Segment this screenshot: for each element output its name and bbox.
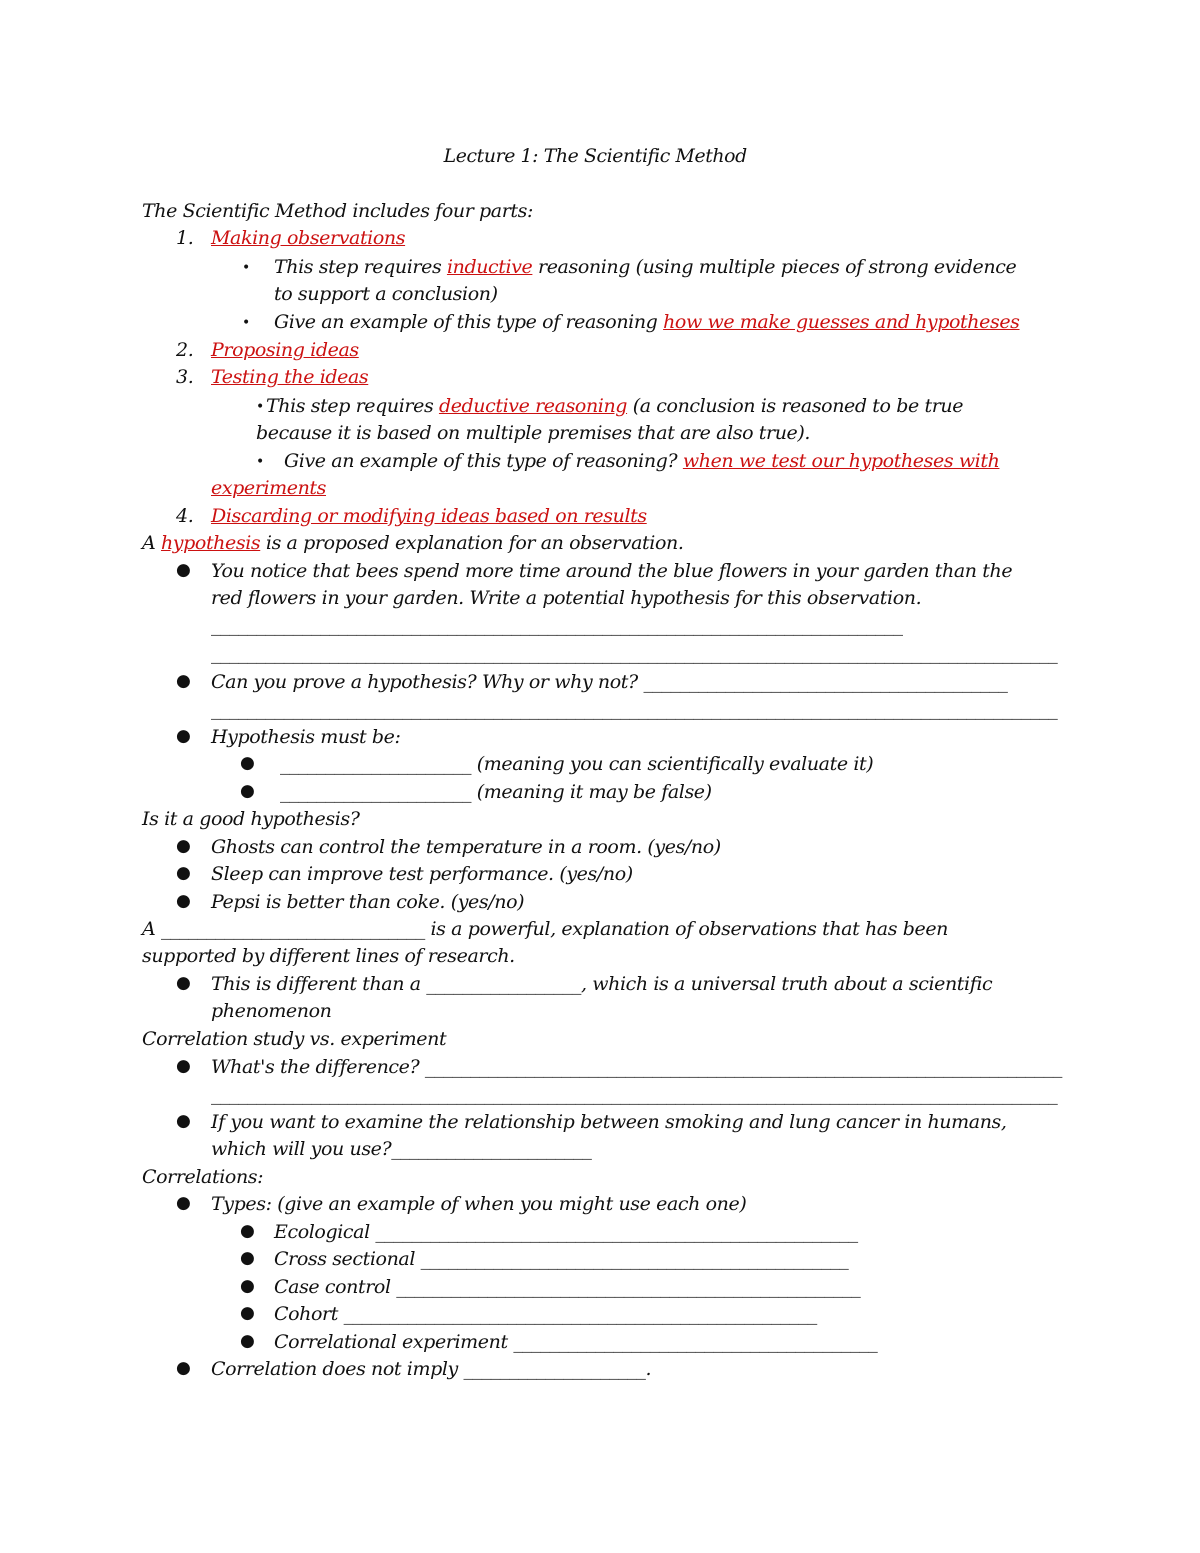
step-1-number: 1. — [176, 227, 194, 249]
step-3-number: 3. — [176, 366, 194, 388]
hypothesis-definition — [142, 530, 684, 556]
example-sleep: Sleep can improve test performance. (yes/no) — [211, 863, 633, 885]
correlation-heading: Correlation study vs. experiment — [142, 1028, 447, 1050]
deductive-line — [266, 393, 963, 419]
step-3-label: Testing the ideas — [211, 366, 369, 388]
hypothesis-post: is a proposed explanation for an observation. — [260, 532, 684, 554]
deductive-pre: This step requires — [266, 395, 439, 417]
bullet-dot: ● — [176, 671, 191, 691]
answer-blank: _____________________________________________________________________________________________ — [211, 698, 1058, 720]
type-ecological: Ecological _____________________________________________________ — [274, 1221, 858, 1243]
bullet-dot: ● — [176, 863, 191, 883]
answer-blank: _____________________________________________________________________________________________ — [211, 1083, 1058, 1105]
must-be-heading: Hypothesis must be: — [211, 726, 401, 748]
bullet-dot: ● — [240, 1331, 255, 1351]
hypothesis-a: A — [142, 532, 161, 554]
bullet-dot: ● — [176, 1111, 191, 1131]
bullet-dot: ● — [176, 973, 191, 993]
bullet-dot: • — [242, 315, 250, 331]
step-4-label: Discarding or modifying ideas based on results — [211, 505, 647, 527]
bullet-dot: ● — [176, 836, 191, 856]
law-line-2: phenomenon — [211, 1000, 332, 1022]
inductive-line — [274, 254, 1016, 280]
inductive-pre: This step requires — [274, 256, 447, 278]
page-title: Lecture 1: The Scientific Method — [443, 145, 747, 167]
deductive-term: deductive reasoning — [438, 395, 628, 417]
must-be-testable: _____________________ (meaning you can scientifically evaluate it) — [280, 753, 874, 775]
deductive-example-line — [284, 448, 999, 474]
deductive-example-answer: when we test our hypotheses with — [682, 450, 1000, 472]
smoking-question-line-1: If you want to examine the relationship between smoking and lung cancer in humans, — [211, 1111, 1007, 1133]
step-4-number: 4. — [176, 505, 194, 527]
deductive-example-continuation: experiments — [211, 477, 327, 499]
bullet-dot: ● — [240, 753, 255, 773]
bullet-dot: ● — [240, 781, 255, 801]
correlations-heading: Correlations: — [142, 1166, 264, 1188]
bullet-dot: ● — [240, 1221, 255, 1241]
bullet-dot: ● — [176, 1358, 191, 1378]
example-ghosts: Ghosts can control the temperature in a room. (yes/no) — [211, 836, 721, 858]
bullet-dot: ● — [240, 1248, 255, 1268]
types-heading: Types: (give an example of when you might use each one) — [211, 1193, 747, 1215]
bullet-dot: ● — [240, 1303, 255, 1323]
inductive-term: inductive — [446, 256, 533, 278]
bullet-dot: ● — [176, 1193, 191, 1213]
bees-question-line-2: red flowers in your garden. Write a potential hypothesis for this observation. — [211, 587, 922, 609]
difference-question: What's the difference? ______________________________________________________________________ — [211, 1056, 1062, 1078]
bullet-dot: • — [242, 260, 250, 276]
bullet-dot: ● — [176, 560, 191, 580]
theory-line-1: A _____________________________ is a powerful, explanation of observations that has been — [142, 918, 949, 940]
answer-blank: ____________________________________________________________________________ — [211, 614, 903, 636]
correlation-implication: Correlation does not imply ____________________. — [211, 1358, 652, 1380]
type-case-control: Case control ___________________________________________________ — [274, 1276, 861, 1298]
good-hypothesis-heading: Is it a good hypothesis? — [142, 808, 360, 830]
inductive-example-line — [274, 309, 1020, 335]
step-2-number: 2. — [176, 339, 194, 361]
theory-line-2: supported by different lines of research. — [142, 945, 515, 967]
bullet-dot: • — [256, 399, 264, 415]
answer-blank: _____________________________________________________________________________________________ — [211, 642, 1058, 664]
intro-text: The Scientific Method includes four parts: — [142, 200, 533, 222]
law-line-1: This is different than a _________________, which is a universal truth about a scientific — [211, 973, 993, 995]
bullet-dot: ● — [240, 1276, 255, 1296]
inductive-example-pre: Give an example of this type of reasoning — [274, 311, 664, 333]
bullet-dot: ● — [176, 891, 191, 911]
bullet-dot: • — [256, 454, 264, 470]
hypothesis-term: hypothesis — [160, 532, 261, 554]
deductive-example-pre: Give an example of this type of reasoning? — [284, 450, 683, 472]
bullet-dot: ● — [176, 1056, 191, 1076]
smoking-question-line-2: which will you use?______________________ — [211, 1138, 592, 1160]
prove-question: Can you prove a hypothesis? Why or why not? ________________________________________ — [211, 671, 1008, 693]
step-2-label: Proposing ideas — [211, 339, 359, 361]
inductive-continuation: to support a conclusion) — [274, 283, 498, 305]
example-pepsi: Pepsi is better than coke. (yes/no) — [211, 891, 525, 913]
type-cohort: Cohort ____________________________________________________ — [274, 1303, 817, 1325]
bees-question-line-1: You notice that bees spend more time around the blue flowers in your garden than the — [211, 560, 1013, 582]
type-correlational-experiment: Correlational experiment ________________________________________ — [274, 1331, 878, 1353]
inductive-example-answer: how we make guesses and hypotheses — [663, 311, 1020, 333]
type-cross-sectional: Cross sectional _______________________________________________ — [274, 1248, 849, 1270]
bullet-dot: ● — [176, 726, 191, 746]
deductive-post: (a conclusion is reasoned to be true — [627, 395, 964, 417]
must-be-falsifiable: _____________________ (meaning it may be false) — [280, 781, 712, 803]
step-1-label: Making observations — [211, 227, 406, 249]
inductive-post: reasoning (using multiple pieces of strong evidence — [532, 256, 1017, 278]
deductive-continuation: because it is based on multiple premises that are also true). — [256, 422, 811, 444]
